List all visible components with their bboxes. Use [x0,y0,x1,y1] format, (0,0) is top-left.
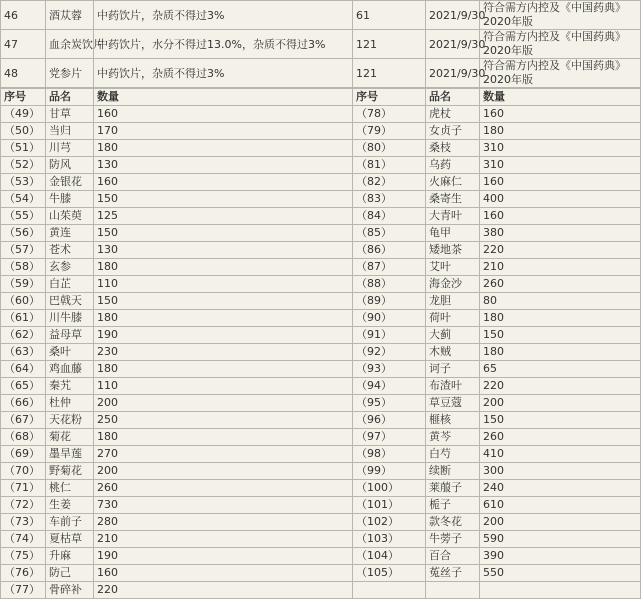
header-name-right: 品名 [426,89,480,106]
left-item-name: 玄参 [46,259,94,276]
delivery-date: 2021/9/30 [426,1,480,30]
left-item-quantity: 160 [94,106,353,123]
table-row [1,429,641,446]
left-item-name: 桑叶 [46,344,94,361]
left-item-quantity: 280 [94,514,353,531]
left-item-quantity: 250 [94,412,353,429]
right-item-name: 荷叶 [426,310,480,327]
right-item-quantity: 610 [480,497,641,514]
left-item-number: （53） [1,174,46,191]
table-row [1,191,641,208]
right-item-quantity: 260 [480,276,641,293]
right-item-quantity: 200 [480,514,641,531]
left-item-number: （56） [1,225,46,242]
table-row [1,514,641,531]
right-item-number: （102） [353,514,426,531]
right-item-quantity: 180 [480,123,641,140]
left-item-quantity: 180 [94,361,353,378]
product-name: 党参片 [46,59,94,88]
left-item-number: （72） [1,497,46,514]
right-item-number: （79） [353,123,426,140]
right-item-number [353,582,426,599]
header-no-left: 序号 [1,89,46,106]
left-item-name: 天花粉 [46,412,94,429]
delivery-date: 2021/9/30 [426,59,480,88]
left-item-name: 防风 [46,157,94,174]
table-header-row [1,89,641,106]
right-item-number: （83） [353,191,426,208]
right-item-name: 大青叶 [426,208,480,225]
header-no-right: 序号 [353,89,426,106]
left-item-quantity: 110 [94,378,353,395]
left-item-number: （75） [1,548,46,565]
left-item-name: 川牛膝 [46,310,94,327]
left-item-quantity: 130 [94,157,353,174]
left-item-number: （73） [1,514,46,531]
right-item-quantity: 240 [480,480,641,497]
right-item-name: 白芍 [426,446,480,463]
left-item-quantity: 190 [94,548,353,565]
right-item-number: （100） [353,480,426,497]
right-item-number: （103） [353,531,426,548]
left-item-number: （64） [1,361,46,378]
table-row [1,497,641,514]
table-row [1,344,641,361]
left-item-name: 白芷 [46,276,94,293]
right-item-number: （104） [353,548,426,565]
supply-table-top [0,0,641,88]
right-item-quantity: 260 [480,429,641,446]
table-row [1,480,641,497]
right-item-number: （85） [353,225,426,242]
right-item-quantity: 310 [480,140,641,157]
table-row [1,106,641,123]
top-rows [1,1,641,88]
row-number: 48 [1,59,46,88]
right-item-quantity: 400 [480,191,641,208]
left-item-name: 甘草 [46,106,94,123]
left-item-quantity: 180 [94,310,353,327]
right-item-name: 海金沙 [426,276,480,293]
left-item-number: （55） [1,208,46,225]
right-item-number: （101） [353,497,426,514]
table-row [1,395,641,412]
right-item-number: （91） [353,327,426,344]
left-item-number: （59） [1,276,46,293]
right-item-name [426,582,480,599]
header-qty-left: 数量 [94,89,353,106]
delivery-date: 2021/9/30 [426,30,480,59]
left-item-name: 杜仲 [46,395,94,412]
right-item-quantity: 310 [480,157,641,174]
table-row [1,310,641,327]
table-row [1,1,641,30]
left-item-number: （71） [1,480,46,497]
right-item-number: （95） [353,395,426,412]
right-item-name: 乌药 [426,157,480,174]
product-spec: 中药饮片，杂质不得过3% [94,1,353,30]
header-qty-right: 数量 [480,89,641,106]
right-item-quantity: 220 [480,378,641,395]
right-item-name: 女贞子 [426,123,480,140]
table-row [1,242,641,259]
table-row [1,208,641,225]
right-item-name: 栀子 [426,497,480,514]
table-row [1,531,641,548]
left-item-quantity: 260 [94,480,353,497]
quantity: 121 [353,59,426,88]
right-item-number: （87） [353,259,426,276]
left-item-quantity: 200 [94,463,353,480]
right-item-quantity: 65 [480,361,641,378]
right-item-number: （98） [353,446,426,463]
right-item-quantity: 210 [480,259,641,276]
right-item-quantity: 80 [480,293,641,310]
left-item-quantity: 150 [94,225,353,242]
row-number: 46 [1,1,46,30]
left-item-quantity: 160 [94,565,353,582]
right-item-name: 诃子 [426,361,480,378]
left-item-name: 墨旱莲 [46,446,94,463]
table-row [1,174,641,191]
left-item-name: 巴戟天 [46,293,94,310]
right-item-number: （80） [353,140,426,157]
right-item-name: 牛蒡子 [426,531,480,548]
left-item-number: （51） [1,140,46,157]
left-item-name: 夏枯草 [46,531,94,548]
left-item-quantity: 130 [94,242,353,259]
right-item-name: 榧核 [426,412,480,429]
right-item-name: 龙胆 [426,293,480,310]
product-name: 酒苁蓉 [46,1,94,30]
left-item-quantity: 180 [94,259,353,276]
right-item-quantity: 200 [480,395,641,412]
left-item-quantity: 160 [94,174,353,191]
header-name-left: 品名 [46,89,94,106]
left-item-quantity: 170 [94,123,353,140]
left-item-quantity: 220 [94,582,353,599]
left-item-name: 野菊花 [46,463,94,480]
left-item-name: 牛膝 [46,191,94,208]
left-item-name: 当归 [46,123,94,140]
left-item-name: 升麻 [46,548,94,565]
left-item-number: （61） [1,310,46,327]
table-row [1,123,641,140]
right-item-number: （90） [353,310,426,327]
right-item-name: 百合 [426,548,480,565]
left-item-number: （68） [1,429,46,446]
right-item-number: （92） [353,344,426,361]
right-item-number: （97） [353,429,426,446]
right-item-number: （84） [353,208,426,225]
table-row [1,582,641,599]
left-item-name: 生姜 [46,497,94,514]
right-item-name: 款冬花 [426,514,480,531]
right-item-number: （81） [353,157,426,174]
table-row [1,327,641,344]
right-item-name: 木贼 [426,344,480,361]
left-item-quantity: 110 [94,276,353,293]
left-item-name: 川芎 [46,140,94,157]
right-item-quantity: 160 [480,106,641,123]
right-item-name: 桑寄生 [426,191,480,208]
right-item-quantity: 150 [480,412,641,429]
table-row [1,565,641,582]
left-item-name: 益母草 [46,327,94,344]
table-row [1,463,641,480]
quantity: 61 [353,1,426,30]
right-item-name: 龟甲 [426,225,480,242]
right-item-name: 大蓟 [426,327,480,344]
right-item-quantity: 220 [480,242,641,259]
left-item-quantity: 200 [94,395,353,412]
right-item-number: （93） [353,361,426,378]
right-item-name: 虎杖 [426,106,480,123]
table-row [1,140,641,157]
right-item-number: （82） [353,174,426,191]
left-item-number: （67） [1,412,46,429]
quality-standard: 符合需方内控及《中国药典》2020年版 [480,1,641,30]
left-item-quantity: 180 [94,429,353,446]
left-item-name: 鸡血藤 [46,361,94,378]
quality-standard: 符合需方内控及《中国药典》2020年版 [480,59,641,88]
right-item-quantity: 590 [480,531,641,548]
right-item-quantity: 180 [480,310,641,327]
left-item-quantity: 150 [94,191,353,208]
right-item-name: 续断 [426,463,480,480]
product-spec: 中药饮片，杂质不得过3% [94,59,353,88]
left-item-name: 苍术 [46,242,94,259]
right-item-quantity: 300 [480,463,641,480]
right-item-name: 桑枝 [426,140,480,157]
table-row [1,548,641,565]
left-item-name: 防己 [46,565,94,582]
table-row [1,30,641,59]
right-item-name: 矮地茶 [426,242,480,259]
table-row [1,293,641,310]
right-item-quantity: 380 [480,225,641,242]
table-row [1,378,641,395]
left-item-number: （58） [1,259,46,276]
left-item-quantity: 230 [94,344,353,361]
left-item-quantity: 210 [94,531,353,548]
table-row [1,225,641,242]
left-item-number: （60） [1,293,46,310]
left-item-name: 骨碎补 [46,582,94,599]
left-item-number: （69） [1,446,46,463]
right-item-number: （86） [353,242,426,259]
left-item-number: （57） [1,242,46,259]
right-item-name: 艾叶 [426,259,480,276]
product-name: 血余炭饮片 [46,30,94,59]
product-spec: 中药饮片，水分不得过13.0%，杂质不得过3% [94,30,353,59]
left-item-name: 黄连 [46,225,94,242]
left-item-name: 山茱萸 [46,208,94,225]
left-item-name: 菊花 [46,429,94,446]
row-number: 47 [1,30,46,59]
right-item-number: （88） [353,276,426,293]
right-item-number: （89） [353,293,426,310]
table-row [1,446,641,463]
left-item-number: （62） [1,327,46,344]
left-item-name: 金银花 [46,174,94,191]
right-item-quantity: 160 [480,208,641,225]
table-row [1,157,641,174]
right-item-name: 火麻仁 [426,174,480,191]
right-item-quantity: 180 [480,344,641,361]
left-item-name: 车前子 [46,514,94,531]
right-item-quantity: 390 [480,548,641,565]
herb-quantity-table [0,88,641,599]
right-item-name: 草豆蔻 [426,395,480,412]
table-row [1,412,641,429]
right-item-name: 黄芩 [426,429,480,446]
left-item-number: （52） [1,157,46,174]
right-item-number: （94） [353,378,426,395]
left-item-quantity: 125 [94,208,353,225]
table-row [1,276,641,293]
left-item-number: （65） [1,378,46,395]
table-row [1,259,641,276]
right-item-number: （96） [353,412,426,429]
table-row [1,59,641,88]
right-item-name: 布渣叶 [426,378,480,395]
right-item-number: （105） [353,565,426,582]
right-item-number: （99） [353,463,426,480]
left-item-number: （77） [1,582,46,599]
right-item-number: （78） [353,106,426,123]
left-item-quantity: 730 [94,497,353,514]
left-item-number: （70） [1,463,46,480]
right-item-quantity: 160 [480,174,641,191]
left-item-name: 桃仁 [46,480,94,497]
right-item-quantity: 410 [480,446,641,463]
right-item-quantity: 150 [480,327,641,344]
right-item-name: 莱菔子 [426,480,480,497]
right-item-quantity: 550 [480,565,641,582]
quality-standard: 符合需方内控及《中国药典》2020年版 [480,30,641,59]
left-item-quantity: 190 [94,327,353,344]
left-item-number: （76） [1,565,46,582]
left-item-quantity: 150 [94,293,353,310]
left-item-number: （49） [1,106,46,123]
left-item-number: （66） [1,395,46,412]
quantity: 121 [353,30,426,59]
right-item-name: 菟丝子 [426,565,480,582]
left-item-number: （54） [1,191,46,208]
table-row [1,361,641,378]
left-item-quantity: 180 [94,140,353,157]
left-item-number: （63） [1,344,46,361]
left-item-name: 秦艽 [46,378,94,395]
left-item-quantity: 270 [94,446,353,463]
left-item-number: （50） [1,123,46,140]
right-item-quantity [480,582,641,599]
left-item-number: （74） [1,531,46,548]
